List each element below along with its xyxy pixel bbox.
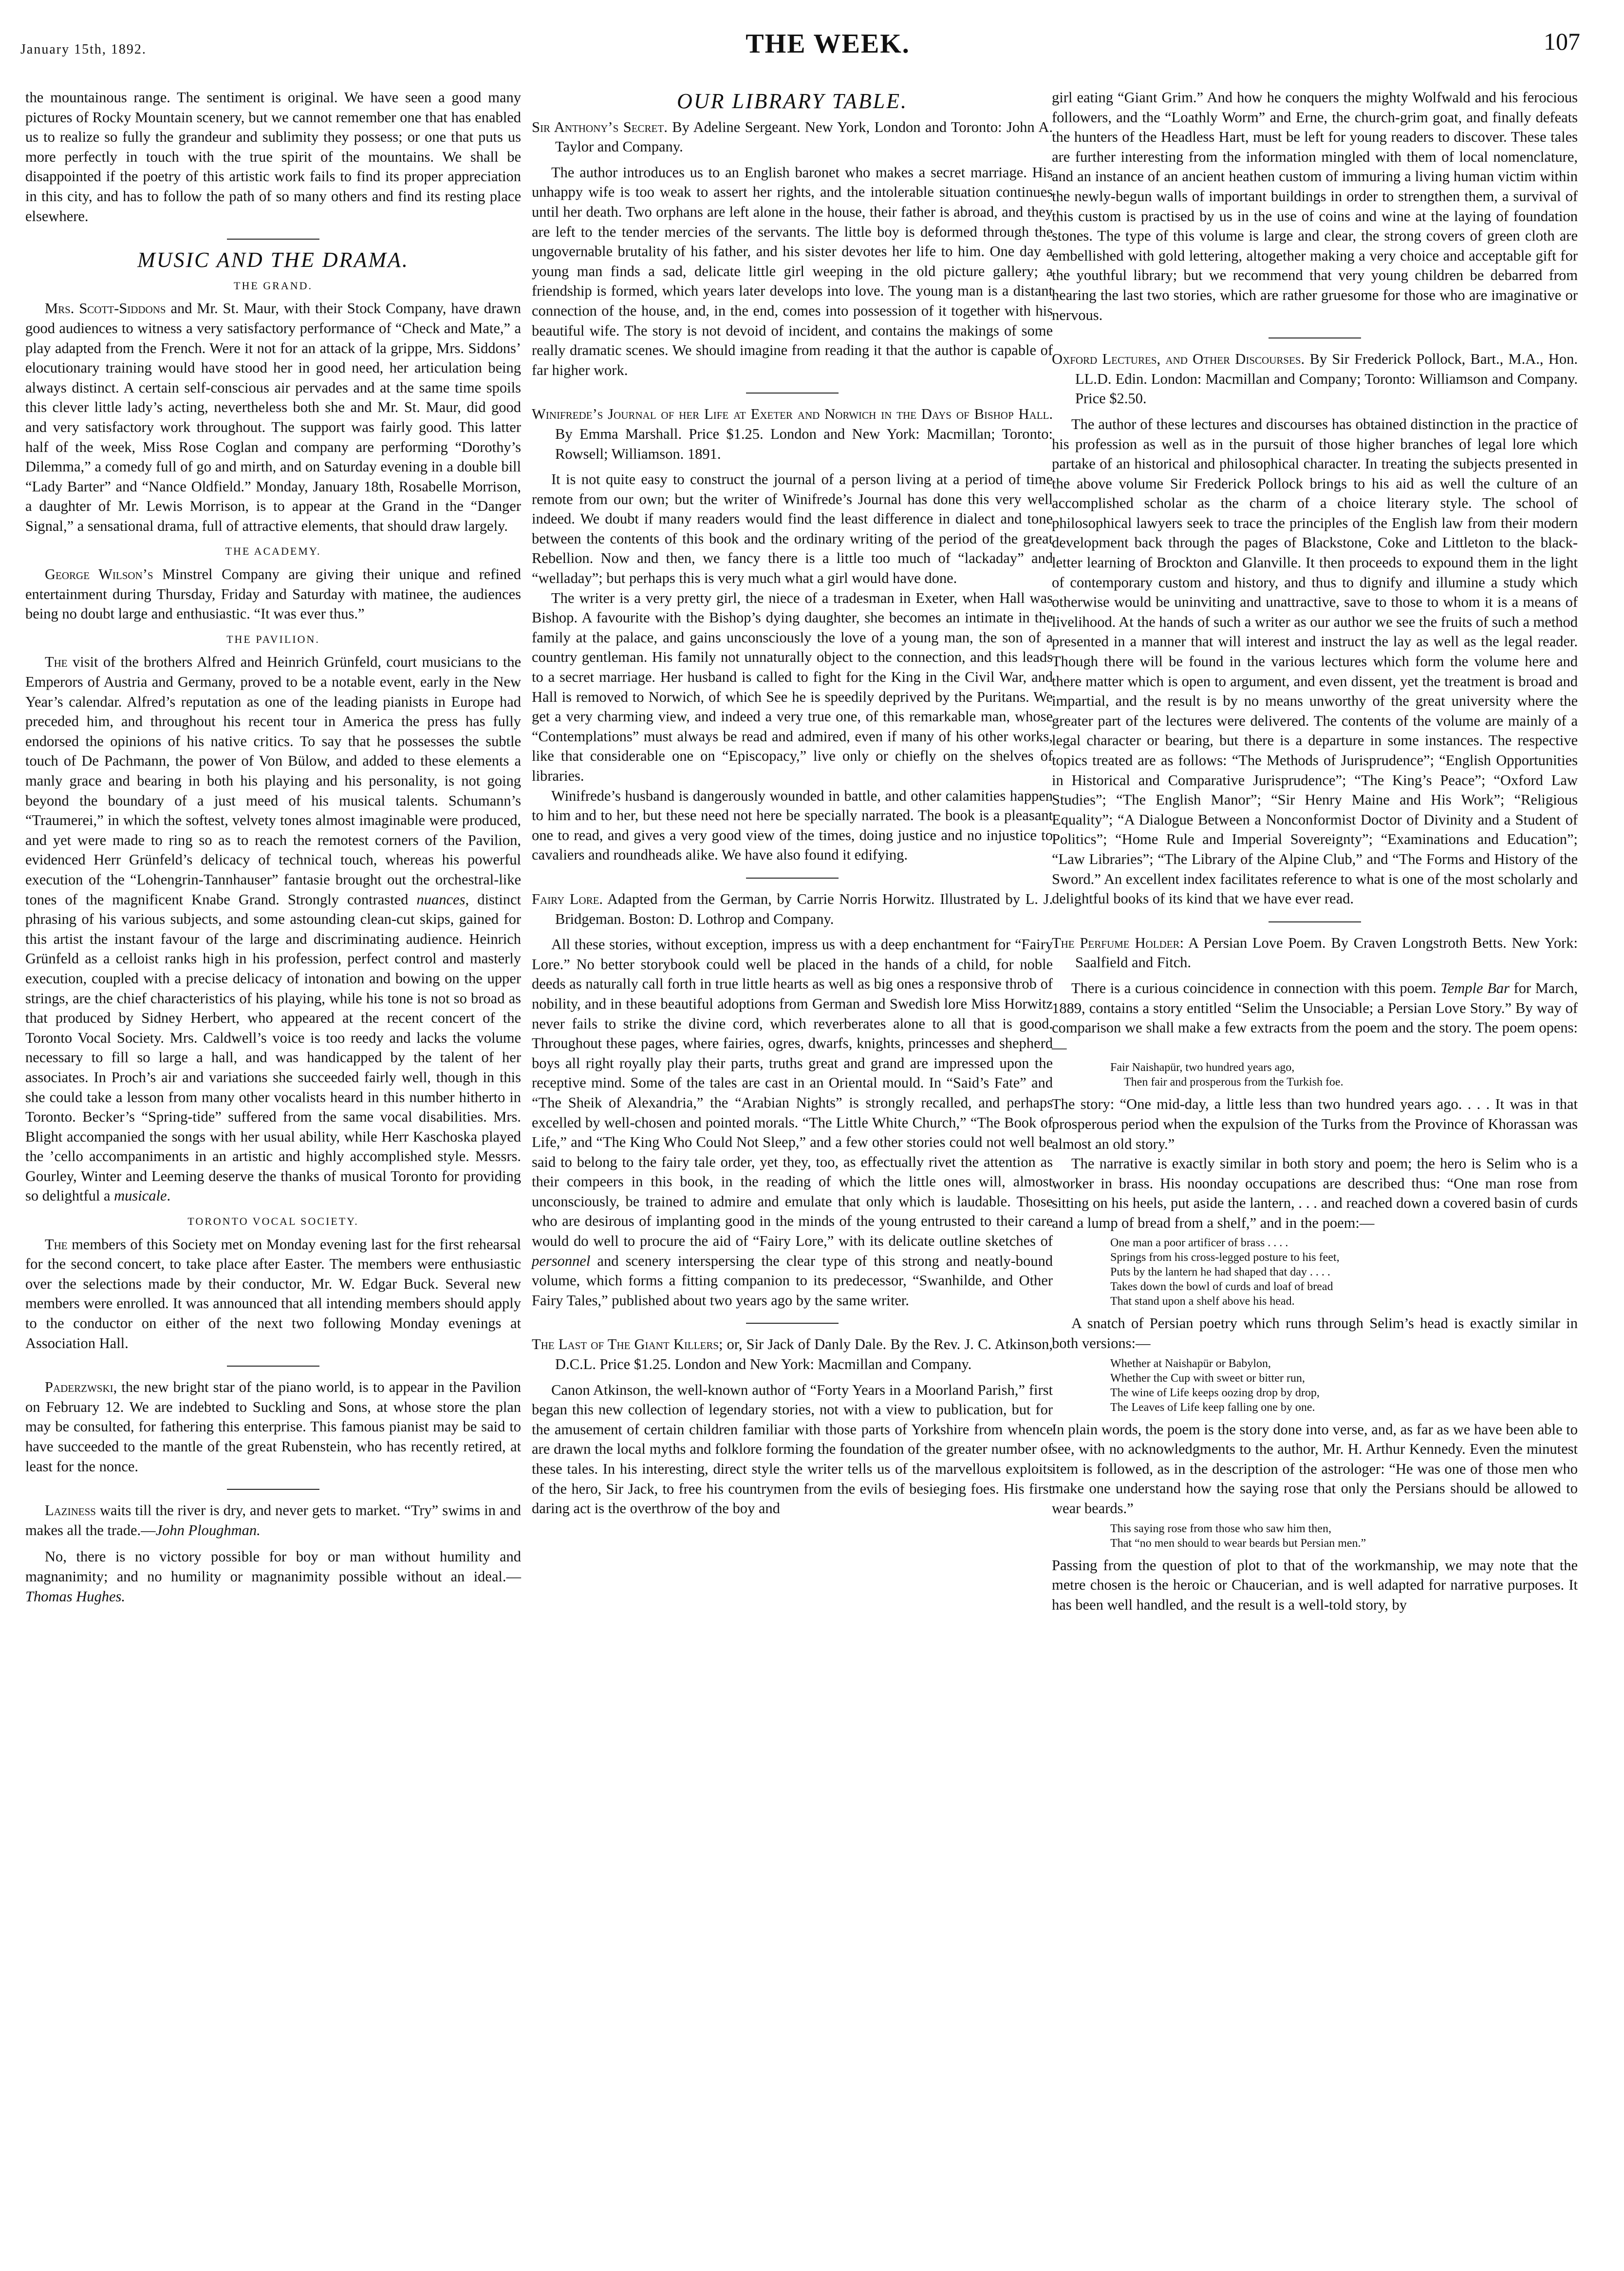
poem-line: Fair Naishapür, two hundred years ago, — [1110, 1061, 1295, 1074]
review-paragraph: In plain words, the poem is the story done into verse, and, as far as we have been able to see, with no acknowledgments to the author, Mr. H. Arthur Kennedy. Even the minutest item is followed, as in the description of the astrologer: “He was one of those men who make one understand how the saying rose that only the Persians should be allowed to wear beards.” — [1052, 1421, 1578, 1517]
column-3 — [1052, 88, 1578, 1614]
page-number: 107 — [1544, 28, 1580, 55]
divider — [746, 1323, 839, 1324]
review-paragraph: The story: “One mid-day, a little less than two hundred years ago. . . . It was in that prosperous period when the expulsion of the Turks from the Province of Khorassan was almost an old story.” — [1052, 1096, 1578, 1152]
body-text: for March, 1889, contains a story entitled “Selim the Unsociable; a Persian Love Story.” By way of comparison we shall make a few extracts from the poem and the story. The poem opens:— — [1052, 979, 1578, 1056]
poem-line: The wine of Life keeps oozing drop by drop, — [1110, 1386, 1320, 1399]
book-entry-oxford-lectures — [1052, 349, 1578, 409]
section-title-music: MUSIC AND THE DRAMA. — [137, 248, 409, 272]
masthead-title: THE WEEK. — [746, 29, 910, 59]
book-info: : A Persian Love Poem. By Craven Longstroth Betts. New York: Saalfield and Fitch. — [1075, 934, 1578, 971]
divider — [746, 393, 839, 394]
body-text: Minstrel Company are giving their unique and refined entertainment during Thursday, Friday and Saturday with matinee, the audiences being no doubt large and enthusiastic. “It was ever thus.” — [25, 566, 521, 622]
poem-line: This saying rose from those who saw him then, — [1110, 1522, 1331, 1535]
body-text: All these stories, without exception, impress us with a deep enchantment for “Fairy Lore.” No better storybook could well be placed in the hands of a child, for noble deeds as naturally call forth in true little hearts as well as big ones a responsive throb of nobility, and in these beautiful adoptions from German and Swedish lore Miss Horwitz never fails to strike the divine cord, which reverberates alone to all that is good. Throughout these pages, where fairies, ogres, dwarfs, knights, princesses and shepherd boys all right royally play their parts, truths great and grand are impressed upon the receptive mind. Some of the tales are cast in an Oriental mould. In “Said’s Fate” and “The Sheik of Alexandria,” the “Arabian Nights” is strongly recalled, and perhaps excelled by well-chosen and pointed morals. “The Little White Church,” “The Book of Life,” and “The King Who Could Not Sleep,” and a few other stories could not well be said to belong to the fairy tale order, yet they, too, as effectually rivet the attention as their compeers in this book, in the reading of which the little ones will, almost unconsciously, be trained to admire and emulate that only which is laudable. Those who are desirous of implanting good in the minds of the young entrusted to their care would do well to procure the aid of “Fairy Lore,” with its delicate outline sketches of — [532, 936, 1053, 1250]
review-paragraph: The writer is a very pretty girl, the niece of a tradesman in Exeter, when Hall was Bishop. A favourite with the Bishop’s dying daughter, she becomes an intimate in the family at the palace, and gains unconsciously the love of a young man, the son of a country gentleman. His family not unnaturally object to the connection, and this leads to a secret marriage. Her husband is called to fight for the King in the Civil War, and Hall is removed to Norwich, of which See he is speedily deprived by the Puritans. We get a very charming view, and indeed a very true one, of this remarkable man, whose “Contemplations” must always be read and admired, even if many of his other works, like that considerable one on “Episcopacy,” live only or chiefly on the shelves of libraries. — [532, 589, 1053, 784]
grand-paragraph — [25, 299, 521, 536]
divider — [227, 239, 319, 240]
poem-line: Puts by the lantern he had shaped that day . . . . — [1110, 1266, 1330, 1279]
book-title: The Perfume Holder — [1052, 934, 1180, 951]
divider — [1269, 921, 1361, 922]
book-title: Winifrede’s Journal of her Life at Exeter and Norwich in the Days of Bishop Hall. — [532, 406, 1053, 423]
divider — [227, 1489, 319, 1490]
review-paragraph: A snatch of Persian poetry which runs through Selim’s head is exactly similar in both versions:— — [1052, 1315, 1578, 1352]
quote-attribution: Thomas Hughes. — [25, 1588, 126, 1605]
body-text: waits till the river is dry, and never gets to market. “Try” swims in and makes all the trade.— — [25, 1502, 521, 1539]
vocal-paragraph — [25, 1235, 521, 1353]
body-text: , distinct phrasing of his various subjects, and some astounding clean-cut skips, gained for this artist the instant favour of the large and discriminating audience. Heinrich Grünfeld as a celloist ranks high in his profession, perfect control and masterly execution, coupled with a precise delicacy of intonation and bowing on the upper strings, are the chief characteristics of his playing, while his tone is not so broad as that produced by Sidney Herbert, who appeared at the recent concert of the Toronto Vocal Society. Mrs. Caldwell’s voice is too reedy and lacks the volume necessary to fill so large a hall, and was handicapped by the talent of her associates. In Proch’s air and variations she succeeded fairly well, though in this she could take a lesson from many other vocalists heard in this number hitherto in Toronto. Becker’s “Spring-tide” suffered from the same vocal disabilities. Mrs. Blight accompanied the songs with her usual ability, while Herr Kaschoska played the ’cello accompaniments in an artistic and highly accomplished style. Messrs. Gourley, Winter and Leeming deserve the thanks of musical Toronto for providing so delightful a — [25, 891, 521, 1204]
divider — [746, 878, 839, 879]
lead-words: The — [45, 1236, 68, 1253]
poem-line: One man a poor artificer of brass . . . . — [1110, 1237, 1288, 1250]
poem-line: Whether at Naishapür or Babylon, — [1110, 1357, 1271, 1370]
italic-word: nuances — [416, 891, 466, 908]
italic-title: Temple Bar — [1440, 979, 1510, 996]
subhead-vocal-society: TORONTO VOCAL SOCIETY. — [187, 1215, 359, 1228]
poem-excerpt-3 — [1110, 1356, 1578, 1415]
poem-line: That stand upon a shelf above his head. — [1110, 1295, 1295, 1308]
review-paragraph — [532, 935, 1053, 1310]
book-info: By Sir Frederick Pollock, Bart., M.A., Hon. LL.D. Edin. London: Macmillan and Company; Toronto: Williamson and Company. Price $2.50. — [1075, 351, 1578, 407]
pavilion-paragraph — [25, 652, 521, 1206]
divider — [227, 1366, 319, 1367]
body-text: visit of the brothers Alfred and Heinrich Grünfeld, court musicians to the Emperors of Austria and Germany, proved to be a notable event, early in the New Year’s calendar. Alfred’s reputation as one of the leading pianists in Europe had preceded him, and throughout his recent tour in America the press has fully endorsed the opinions of his native critics. To say that he possesses the subtle touch of De Pachmann, the power of Von Bülow, and added to these elements a manly grace and bearing in both his playing and his personality, is not going beyond the boundary of a just meed of his musical talents. Schumann’s “Traumerei,” in which the softest, velvety tones almost imaginable were produced, and yet were made to ring so as to reach the remotest corners of the Pavilion, evidenced Herr Grünfeld’s delicacy of technical touch, whereas his powerful execution of the “Lohengrin-Tannhauser” fantasie brought out the orchestral-like tones of the magnificent Knabe Grand. Strongly contrasted — [25, 654, 521, 908]
book-entry-fairy-lore — [532, 889, 1053, 929]
poem-excerpt-1 — [1110, 1060, 1578, 1089]
review-continuation: girl eating “Giant Grim.” And how he conquers the mighty Wolfwald and his ferocious followers, and the “Loathly Worm” and Erne, the church-grim goat, and finally defeats the hunters of the Headless Hart, must be left for young readers to discover. These tales are further interesting from the information mingled with them of local nomenclature, and an instance of an ancient heathen custom of immuring a living human victim within the newly-begun walls of important buildings in order to strengthen them, a survival of this custom is practised by us in the use of coins and wine at the laying of foundation stones. The type of this volume is large and clear, the strong covers of green cloth are embellished with gold lettering, altogether making a very choice and acceptable gift for the youthful library; but we recommend that very young children be debarred from hearing the last two stories, which are rather gruesome for those who are imaginative or nervous. — [1052, 89, 1578, 323]
poem-line: That “no men should to wear beards but Persian men.” — [1110, 1537, 1366, 1550]
body-text: members of this Society met on Monday evening last for the first rehearsal for the second concert, to take place after Easter. The members were enthusiastic over the selections made by their conductor, Mr. W. Edgar Buck. Several new members were enrolled. It was announced that all intending members should apply to the conductor on either of the next two following Monday evenings at Association Hall. — [25, 1236, 521, 1351]
body-text: There is a curious coincidence in connection with this poem. — [1071, 979, 1441, 996]
book-info: ; or, Sir Jack of Danly Dale. By the Rev. J. C. Atkinson, D.C.L. Price $1.25. London and New York: Macmillan and Company. — [555, 1336, 1053, 1373]
paderewski-paragraph — [25, 1377, 521, 1476]
intro-paragraph: the mountainous range. The sentiment is original. We have seen a good many pictures of Rocky Mountain scenery, but we cannot remember one that has enabled us to realize so fully the grandeur and sublimity they possess; or one that puts us more perfectly in touch with the true spirit of the mountains. We shall be disappointed if the poetry of this artistic work fails to find its proper appreciation in this city, and has to follow the path of so many others and find its resting place elsewhere. — [25, 89, 521, 225]
quote-attribution: John Ploughman. — [155, 1521, 261, 1539]
review-paragraph: The author of these lectures and discourses has obtained distinction in the practice of his profession as well as in the pursuit of those higher branches of legal lore which partake of an historical and philosophical character. In treating the subjects presented in the above volume Sir Frederick Pollock brings to his aid as well the culture of an accomplished scholar as the charm of a choice literary style. The school of philosophical lawyers seek to trace the principles of the English law from their modern development back through the pages of Blackstone, Coke and Littleton to the black-letter learning of Brockton and Glanville. It then proceeds to expound them in the light of contemporary custom and history, and thus to dignify and illumine a study which otherwise would be uninviting and unattractive, save to those to whom it is a means of livelihood. At the hands of such a writer as our author we see the fruits of such a method presented in a manner that will interest and instruct the lay as well as the legal reader. Though there will be found in the various lectures which form the volume here and there matter which is open to argument, and even dissent, yet the treatment is broad and impartial, and the result is by no means unworthy of the great university where the greater part of the lectures were delivered. The contents of the volume are mainly of a legal character or bearing, but there is a departure in some instances. The respective topics treated are as follows: “The Methods of Jurisprudence”; “English Opportunities in Historical and Comparative Jurisprudence”; “The King’s Peace”; “Oxford Law Studies”; “The English Manor”; “Sir Henry Maine and His Work”; “Religious Equality”; “A Dialogue Between a Nonconformist Doctor of Divinity and a Student of Politics”; “Home Rule and Imperial Sovereignty”; “Examinations and Education”; “Law Libraries”; “The Library of the Alpine Club,” and “The Forms and History of the Sword.” An excellent index facilitates reference to what is one of the most scholarly and delightful books of its kind that we have ever read. — [1052, 415, 1578, 907]
column-2 — [532, 88, 1053, 1519]
issue-date: January 15th, 1892. — [20, 42, 147, 57]
book-info: By Emma Marshall. Price $1.25. London and New York: Macmillan; Toronto: Rowsell; Williamson. 1891. — [555, 425, 1053, 462]
lead-words: Mrs. Scott-Siddons — [45, 300, 166, 317]
laziness-quote — [25, 1501, 521, 1540]
book-entry-perfume-holder — [1052, 933, 1578, 973]
book-title: Fairy Lore. — [532, 890, 603, 907]
book-info: By Adeline Sergeant. New York, London and Toronto: John A. Taylor and Company. — [555, 118, 1053, 155]
academy-paragraph — [25, 564, 521, 624]
lead-words: George Wilson’s — [45, 566, 153, 583]
subhead-grand: THE GRAND. — [234, 279, 313, 292]
subhead-pavilion: THE PAVILION. — [226, 633, 320, 645]
review-paragraph: Passing from the question of plot to that of the workmanship, we may note that the metre chosen is the heroic or Chaucerian, and is well adapted for narrative purposes. It has been well handled, and the result is a well-told story, by — [1052, 1557, 1578, 1613]
book-title: The Last of The Giant Killers — [532, 1336, 719, 1353]
book-entry-giant-killers — [532, 1334, 1053, 1374]
body-text: and scenery interspersing the clear type of this strong and neatly-bound volume, which forms a fitting companion to its predecessor, “Swanhilde, and Other Fairy Tales,” published about two years ago by the same writer. — [532, 1252, 1053, 1309]
review-paragraph: Winifrede’s husband is dangerously wounded in battle, and other calamities happen to him and to her, but these need not here be specially narrated. The book is a pleasant one to read, and gives a very good view of the times, doing justice and no injustice to cavaliers and roundheads alike. We have also found it edifying. — [532, 787, 1053, 863]
review-paragraph: It is not quite easy to construct the journal of a person living at a period of time remote from our own; but the writer of Winifrede’s Journal has done this very well indeed. We doubt if many readers would find the least difference in dialect and tone between the contents of this book and the ordinary writing of the period of the great Rebellion. Now and then, we fancy there is a little too much of “lackaday” and “welladay”; but perhaps this is very much what a girl would have done. — [532, 471, 1053, 587]
subhead-academy: THE ACADEMY. — [225, 545, 321, 558]
italic-word: musicale — [114, 1187, 167, 1204]
poem-line: Springs from his cross-legged posture to his feet, — [1110, 1251, 1340, 1264]
body-text: , the new bright star of the piano world, is to appear in the Pavilion on February 12. We are indebted to Suckling and Sons, at whose store the plan may be consulted, for fathering this enterprise. This famous pianist may be said to have succeeded to the mantle of the great Rubenstein, who has recently retired, at least for the nonce. — [25, 1379, 521, 1475]
victory-quote — [25, 1547, 521, 1606]
book-title: Sir Anthony’s Secret. — [532, 118, 668, 135]
poem-excerpt-2 — [1110, 1236, 1578, 1309]
column-1 — [25, 88, 521, 1606]
book-title: Oxford Lectures, and Other Discourses. — [1052, 351, 1305, 368]
review-paragraph — [1052, 978, 1578, 1057]
italic-word: personnel — [532, 1252, 591, 1269]
lead-words: Laziness — [45, 1502, 96, 1519]
poem-line: Takes down the bowl of curds and loaf of bread — [1110, 1280, 1333, 1294]
review-paragraph: Canon Atkinson, the well-known author of “Forty Years in a Moorland Parish,” first began this new collection of legendary stories, not with a view to publication, but for the amusement of certain children familiar with those parts of Yorkshire from whence are drawn the local myths and folklore forming the foundation of the greater number of these tales. In his interesting, direct style the writer tells us of the marvellous exploits of the hero, Sir Jack, to free his countrymen from the evils of besieging foes. His first daring act is the overthrow of the boy and — [532, 1381, 1053, 1517]
review-paragraph: The author introduces us to an English baronet who makes a secret marriage. His unhappy wife is too weak to assert her rights, and the intolerable situation continues until her death. Two orphans are left alone in the house, their father is abroad, and they are left to the tender mercies of the servants. The little boy is deformed through the ungovernable brutality of his father, and his sister devotes her life to him. One day a young man finds a sad, delicate little girl weeping in the old picture gallery; a friendship is formed, which years later develops into love. The young man is a distant connection of the house, and, in the end, comes into possession of it together with his beautiful wife. The story is not devoid of incident, and contains the makings of some really dramatic scenes. We should imagine from reading it that the author is capable of far higher work. — [532, 164, 1053, 378]
lead-words: Paderzwski — [45, 1379, 113, 1396]
book-info: Adapted from the German, by Carrie Norris Horwitz. Illustrated by L. J. Bridgeman. Boston: D. Lothrop and Company. — [555, 890, 1053, 927]
body-text: . — [167, 1187, 171, 1204]
lead-words: The — [45, 654, 68, 671]
poem-line: Then fair and prosperous from the Turkish foe. — [1124, 1076, 1344, 1089]
poem-excerpt-4 — [1110, 1521, 1578, 1551]
poem-line: The Leaves of Life keep falling one by one. — [1110, 1401, 1315, 1414]
body-text: and Mr. St. Maur, with their Stock Company, have drawn good audiences to witness a very satisfactory performance of “Check and Mate,” a play adapted from the French. Were it not for an attack of la grippe, Mrs. Siddons’ elocutionary training would have stood her in good need, her articulation being always distinct. A certain self-conscious air pervades and at the same time spoils this clever little lady’s acting, nevertheless both she and Mr. St. Maur, did good and very satisfactory work throughout. The support was fairly good. This latter half of the week, Miss Rose Coglan and company are performing “Dorothy’s Dilemma,” a comedy full of go and mirth, and on Saturday evening in a double bill “Lady Barter” and “Nance Oldfield.” Monday, January 18th, Rosabelle Morrison, a daughter of Mr. Lewis Morrison, is to appear at the Grand in the “Danger Signal,” a sensational drama, full of attractive elements, that should draw largely. — [25, 300, 521, 534]
book-entry-sir-anthony — [532, 117, 1053, 157]
book-entry-winifrede — [532, 404, 1053, 464]
body-text: No, there is no victory possible for boy or man without humility and magnanimity; and no humility or magnanimity possible without an ideal.— — [25, 1548, 521, 1585]
poem-line: Whether the Cup with sweet or bitter run, — [1110, 1371, 1305, 1385]
section-title-library: OUR LIBRARY TABLE. — [676, 89, 908, 113]
review-paragraph: The narrative is exactly similar in both story and poem; the hero is Selim who is a worker in brass. His noonday occupations are described thus: “One man rose from sitting on his heels, put aside the lantern, . . . and reached down a covered basin of curds and a lump of bread from a shelf,” and in the poem:— — [1052, 1155, 1578, 1231]
